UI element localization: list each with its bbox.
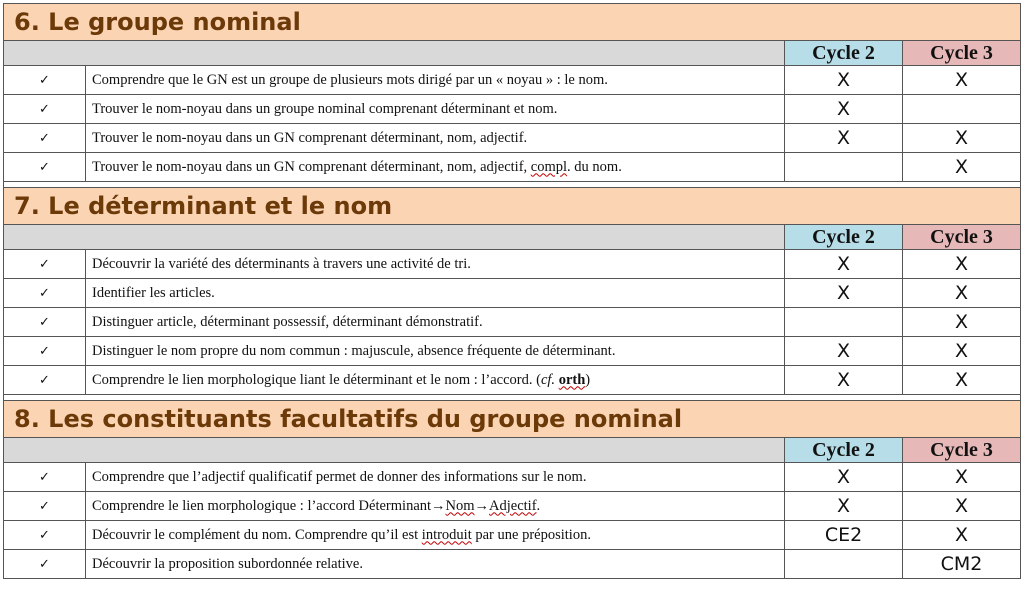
table-row	[4, 521, 1021, 550]
cycle2-mark	[785, 308, 903, 337]
text-part: compl	[530, 158, 568, 175]
objective-text: Découvrir la variété des déterminants à travers une activité de tri.	[86, 250, 785, 279]
cycle3-mark: X	[903, 308, 1021, 337]
cycle3-mark: CM2	[903, 550, 1021, 579]
objective-text	[86, 521, 785, 550]
cycle2-mark: X	[785, 463, 903, 492]
section-title	[4, 188, 1021, 225]
cycle3-mark: X	[903, 366, 1021, 395]
section-title	[4, 401, 1021, 438]
objective-text: Trouver le nom-noyau dans un groupe nominal comprenant déterminant et nom.	[86, 95, 785, 124]
check-icon: ✓	[4, 492, 86, 521]
cycle3-mark: X	[903, 279, 1021, 308]
cycle2-mark: CE2	[785, 521, 903, 550]
objective-text: Comprendre que l’adjectif qualificatif permet de donner des informations sur le nom.	[86, 463, 785, 492]
table-row	[4, 250, 1021, 279]
cycle3-mark: X	[903, 463, 1021, 492]
cycle2-mark: X	[785, 279, 903, 308]
table-row	[4, 550, 1021, 579]
text-part: . du nom.	[567, 158, 622, 175]
table-row	[4, 153, 1021, 182]
check-icon: ✓	[4, 124, 86, 153]
cycle3-mark: X	[903, 492, 1021, 521]
cycle3-header: Cycle 3	[903, 438, 1021, 463]
check-icon: ✓	[4, 250, 86, 279]
section-title-text: 8. Les constituants facultatifs du groupe nominal	[14, 405, 683, 433]
cycle2-mark: X	[785, 366, 903, 395]
header-spacer	[4, 225, 785, 250]
cycle3-mark: X	[903, 250, 1021, 279]
check-icon: ✓	[4, 463, 86, 492]
objective-text: Distinguer le nom propre du nom commun : majuscule, absence fréquente de déterminant.	[86, 337, 785, 366]
cycle2-header: Cycle 2	[785, 225, 903, 250]
text-part: Comprendre le lien morphologique liant le déterminant et le nom : l’accord. (	[92, 371, 541, 388]
cycle2-mark: X	[785, 66, 903, 95]
check-icon: ✓	[4, 95, 86, 124]
check-icon: ✓	[4, 308, 86, 337]
cycle3-mark: X	[903, 337, 1021, 366]
table-row	[4, 95, 1021, 124]
table-row	[4, 124, 1021, 153]
cycle2-mark: X	[785, 124, 903, 153]
objective-text: Identifier les articles.	[86, 279, 785, 308]
objective-text	[86, 492, 785, 521]
cycle2-mark: X	[785, 492, 903, 521]
objective-text: Découvrir la proposition subordonnée relative.	[86, 550, 785, 579]
text-part: Nom	[445, 497, 475, 514]
text-part: Comprendre le lien morphologique : l’accord Déterminant→	[92, 497, 446, 514]
objective-text: Distinguer article, déterminant possessif, déterminant démonstratif.	[86, 308, 785, 337]
text-part: →	[474, 497, 490, 514]
table-row	[4, 66, 1021, 95]
objective-text: Comprendre que le GN est un groupe de plusieurs mots dirigé par un « noyau » : le nom.	[86, 66, 785, 95]
table-row	[4, 492, 1021, 521]
cycle2-header: Cycle 2	[785, 41, 903, 66]
cycle2-mark: X	[785, 250, 903, 279]
check-icon: ✓	[4, 366, 86, 395]
cycle3-mark: X	[903, 153, 1021, 182]
text-part: orth	[558, 371, 586, 388]
section-title-text: 7. Le déterminant et le nom	[14, 192, 393, 220]
table-row	[4, 463, 1021, 492]
cycle3-mark: X	[903, 124, 1021, 153]
text-part: Trouver le nom-noyau dans un GN comprenant déterminant, nom, adjectif,	[92, 158, 531, 175]
objective-text	[86, 366, 785, 395]
objective-text	[86, 153, 785, 182]
section-title-text: 6. Le groupe nominal	[14, 8, 301, 36]
cycle2-mark	[785, 550, 903, 579]
text-part: cf.	[540, 371, 556, 388]
cycle3-mark	[903, 95, 1021, 124]
check-icon: ✓	[4, 550, 86, 579]
text-part: )	[585, 371, 591, 388]
section-title	[4, 4, 1021, 41]
cycle3-mark: X	[903, 521, 1021, 550]
check-icon: ✓	[4, 337, 86, 366]
check-icon: ✓	[4, 521, 86, 550]
cycle3-header: Cycle 3	[903, 41, 1021, 66]
objective-text: Trouver le nom-noyau dans un GN comprenant déterminant, nom, adjectif.	[86, 124, 785, 153]
text-part: par une préposition.	[471, 526, 591, 543]
text-part: introduit	[421, 526, 472, 543]
cycle3-mark: X	[903, 66, 1021, 95]
text-part: Découvrir le complément du nom. Comprendre qu’il est	[92, 526, 422, 543]
cycle3-header: Cycle 3	[903, 225, 1021, 250]
cycle2-mark: X	[785, 337, 903, 366]
check-icon: ✓	[4, 153, 86, 182]
cycle2-mark	[785, 153, 903, 182]
check-icon: ✓	[4, 66, 86, 95]
table-row	[4, 337, 1021, 366]
header-spacer	[4, 438, 785, 463]
table-row	[4, 279, 1021, 308]
text-part: .	[536, 497, 541, 514]
curriculum-table	[3, 3, 1021, 579]
header-spacer	[4, 41, 785, 66]
cycle2-mark: X	[785, 95, 903, 124]
check-icon: ✓	[4, 279, 86, 308]
cycle2-header: Cycle 2	[785, 438, 903, 463]
table-row	[4, 308, 1021, 337]
text-part: Adjectif	[489, 497, 537, 514]
table-row	[4, 366, 1021, 395]
